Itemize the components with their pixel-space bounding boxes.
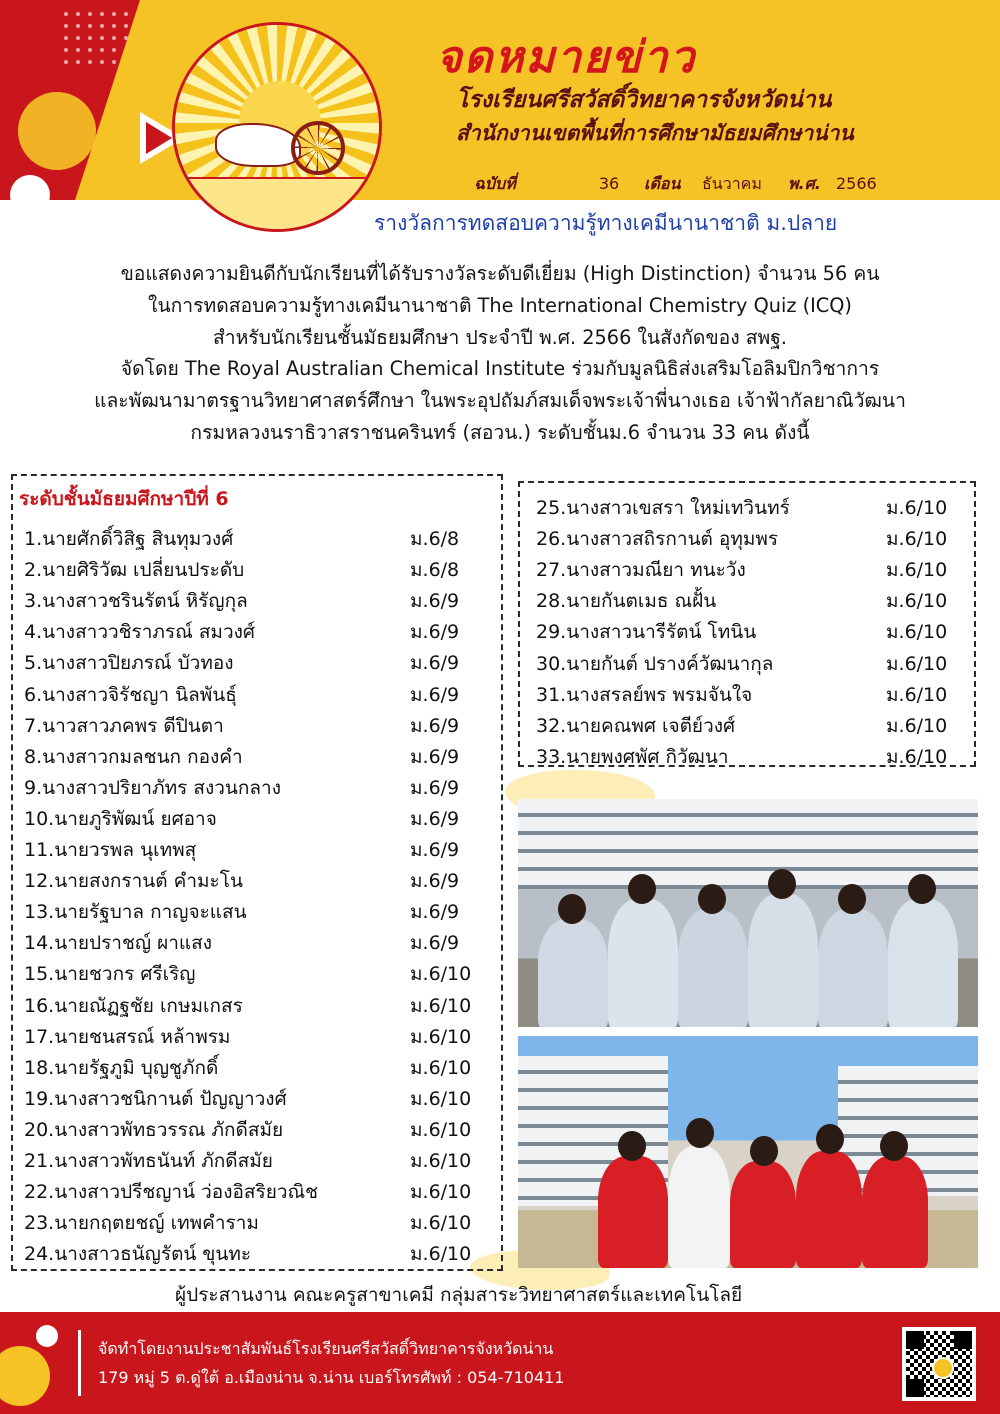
person-head — [768, 869, 796, 899]
student-name: 3.นางสาวชรินรัตน์ หิรัญกุล — [24, 590, 248, 613]
student-name: 20.นางสาวพัทธวรรณ ภักดีสมัย — [24, 1118, 284, 1141]
student-class: ม.6/10 — [410, 1243, 472, 1266]
person-head — [628, 874, 656, 904]
year-value: 2566 — [836, 174, 877, 193]
student-name: 14.นายปราชญ์ ผาแสง — [24, 932, 212, 955]
student-row — [24, 928, 500, 956]
student-row — [24, 1053, 500, 1081]
decorative-circle — [10, 175, 50, 215]
student-name: 25.นางสาวเขสรา ใหม่เทวินทร์ — [536, 497, 790, 519]
student-class: ม.6/10 — [886, 528, 948, 551]
person — [678, 909, 748, 1027]
student-name: 15.นายชวกร ศรีเริญ — [24, 963, 196, 986]
student-row — [536, 711, 976, 739]
student-class: ม.6/9 — [410, 621, 460, 644]
student-class: ม.6/10 — [886, 621, 948, 644]
person — [608, 899, 678, 1027]
student-name: 16.นายณัฏฐชัย เกษมเกสร — [24, 994, 243, 1017]
intro-line: จัดโดย The Royal Australian Chemical Institute ร่วมกับมูลนิธิส่งเสริมโอลิมปิกวิชาการ — [120, 357, 880, 381]
student-name: 9.นางสาวปริยาภัทร สงวนกลาง — [24, 776, 281, 799]
student-name: 8.นางสาวกมลชนก กองคำ — [24, 745, 243, 768]
footer-producer: จัดทำโดยงานประชาสัมพันธ์โรงเรียนศรีสวัสดิ์วิทยาคารจังหวัดน่าน — [98, 1339, 554, 1358]
horse-icon — [215, 123, 301, 167]
student-class: ม.6/8 — [410, 528, 460, 550]
student-name: 27.นางสาวมณียา ทนะวัง — [536, 559, 746, 582]
student-row — [24, 524, 500, 552]
footer-divider — [78, 1330, 81, 1396]
person — [598, 1156, 668, 1268]
person-head — [698, 884, 726, 914]
person-head — [750, 1136, 778, 1166]
student-name: 4.นางสาววชิราภรณ์ สมวงศ์ — [24, 621, 255, 644]
student-class: ม.6/10 — [886, 497, 948, 519]
person-head — [558, 894, 586, 924]
student-row — [24, 866, 500, 894]
person — [862, 1156, 928, 1268]
student-name: 24.นางสาวธนัญรัตน์ ขุนทะ — [24, 1243, 252, 1266]
intro-line: ขอแสดงความยินดีกับนักเรียนที่ได้รับรางวัลระดับดีเยี่ยม (High Distinction) จำนวน 56 คน — [120, 262, 880, 285]
student-class: ม.6/10 — [886, 714, 948, 737]
student-name: 19.นางสาวชนิกานต์ ปัญญาวงศ์ — [24, 1087, 287, 1110]
student-name: 1.นายศักดิ์วิสิฐ สินทุมวงศ์ — [24, 528, 234, 550]
person-head — [618, 1131, 646, 1161]
person-head — [880, 1131, 908, 1161]
issue-number: 36 — [598, 174, 620, 193]
person-head — [816, 1124, 844, 1154]
student-name: 10.นายภูริพัฒน์ ยศอาจ — [24, 807, 217, 830]
student-name: 29.นางสาวนารีรัตน์ โทนิน — [536, 621, 757, 644]
student-name: 23.นายกฤตยชญ์ เทพคำราม — [24, 1212, 259, 1235]
student-row — [536, 680, 976, 708]
footer-address: 179 หมู่ 5 ต.ดู่ใต้ อ.เมืองน่าน จ.น่าน เบอร์โทรศัพท์ : 054-710411 — [98, 1368, 565, 1387]
person — [818, 909, 888, 1027]
student-name: 28.นายกันตเมธ ณฝั้น — [536, 590, 717, 613]
student-row — [24, 680, 500, 708]
student-name: 12.นายสงกรานต์ คำมะโน — [24, 870, 243, 893]
student-row — [536, 555, 976, 583]
student-class: ม.6/9 — [410, 839, 460, 861]
student-class: ม.6/10 — [410, 963, 472, 986]
student-row — [24, 1239, 500, 1267]
student-row — [24, 897, 500, 925]
student-class: ม.6/9 — [410, 745, 460, 768]
intro-line: ในการทดสอบความรู้ทางเคมีนานาชาติ The International Chemistry Quiz (ICQ) — [148, 293, 852, 317]
student-row — [24, 959, 500, 987]
student-row — [536, 524, 976, 552]
intro-line: และพัฒนามาตรฐานวิทยาศาสตร์ศึกษา ในพระอุปถัมภ์สมเด็จพระเจ้าพี่นางเธอ เจ้าฟ้ากัลยาณิวัฒนา — [94, 389, 906, 413]
student-name: 2.นายศิริวัฒ เปลี่ยนประดับ — [24, 559, 245, 582]
student-row — [24, 617, 500, 645]
student-row — [24, 991, 500, 1019]
year-label: พ.ศ. — [788, 174, 821, 193]
student-row — [24, 711, 500, 739]
school-emblem-icon — [172, 22, 382, 232]
person-head — [838, 884, 866, 914]
issue-line — [474, 172, 877, 197]
qr-emblem-icon — [932, 1357, 954, 1379]
student-row — [24, 555, 500, 583]
student-class: ม.6/9 — [410, 932, 460, 955]
person — [538, 919, 608, 1027]
student-class: ม.6/10 — [410, 1087, 472, 1110]
student-class: ม.6/10 — [410, 1181, 472, 1204]
student-row — [536, 742, 976, 770]
person — [748, 894, 818, 1027]
student-name: 7.นาวสาวภคพร ดีปินตา — [24, 714, 224, 737]
student-row — [24, 1115, 500, 1143]
student-class: ม.6/9 — [410, 683, 460, 706]
student-row — [24, 648, 500, 676]
level-heading: ระดับชั้นมัธยมศึกษาปีที่ 6 — [19, 488, 229, 510]
group-photo-school-uniform — [518, 799, 978, 1027]
newsletter-title: จดหมายข่าว — [436, 32, 697, 83]
decorative-circle — [36, 1325, 58, 1347]
student-name: 26.นางสาวสถิรกานต์ อุทุมพร — [536, 528, 779, 551]
student-class: ม.6/9 — [410, 652, 460, 675]
student-row — [24, 773, 500, 801]
intro-line: สำหรับนักเรียนชั้นมัธยมศึกษา ประจำปี พ.ศ. 2566 ในสังกัดของ สพฐ. — [212, 325, 787, 349]
student-row — [536, 586, 976, 614]
article-subject: รางวัลการทดสอบความรู้ทางเคมีนานาชาติ ม.ปลาย — [374, 211, 838, 235]
person — [668, 1146, 730, 1268]
student-row — [536, 649, 976, 677]
month-label: เดือน — [644, 174, 681, 193]
student-row — [24, 1022, 500, 1050]
student-class: ม.6/10 — [410, 1118, 472, 1141]
student-class: ม.6/9 — [410, 590, 460, 613]
student-class: ม.6/8 — [410, 559, 460, 582]
student-row — [24, 586, 500, 614]
student-class: ม.6/10 — [410, 994, 472, 1017]
coordinator-credit: ผู้ประสานงาน คณะครูสาขาเคมี กลุ่มสาระวิทยาศาสตร์และเทคโนโลยี — [175, 1284, 743, 1306]
student-class: ม.6/9 — [410, 776, 460, 799]
student-name: 32.นายคณพศ เจตีย์วงศ์ — [536, 714, 736, 737]
student-name: 6.นางสาวจิรัชญา นิลพันธุ์ — [24, 683, 237, 706]
student-class: ม.6/9 — [410, 870, 460, 893]
student-row — [24, 835, 500, 863]
intro-paragraph — [0, 258, 1000, 449]
student-name: 33.นายพงศพัศ กิวัฒนา — [536, 745, 729, 768]
school-name: โรงเรียนศรีสวัสดิ์วิทยาคารจังหวัดน่าน — [456, 87, 832, 113]
student-row — [536, 493, 976, 521]
student-class: ม.6/10 — [886, 683, 948, 706]
student-row — [24, 1084, 500, 1112]
student-class: ม.6/10 — [410, 1056, 472, 1079]
student-row — [24, 1146, 500, 1174]
school-building — [518, 799, 978, 889]
student-name: 30.นายกันต์ ปรางค์วัฒนากุล — [536, 652, 774, 675]
person — [730, 1161, 796, 1268]
student-class: ม.6/10 — [886, 745, 948, 768]
person — [796, 1151, 862, 1268]
issue-label: ฉบับที่ — [474, 174, 516, 193]
arrow-icon-inner — [146, 122, 172, 154]
month-value: ธันวาคม — [702, 174, 762, 193]
student-class: ม.6/10 — [410, 1025, 472, 1048]
student-name: 13.นายรัฐบาล กาญจะแสน — [24, 901, 247, 924]
student-class: ม.6/10 — [886, 590, 948, 613]
student-class: ม.6/9 — [410, 901, 460, 924]
intro-line: กรมหลวงนราธิวาสราชนครินทร์ (สอวน.) ระดับชั้นม.6 จำนวน 33 คน ดังนี้ — [190, 420, 810, 444]
student-row — [24, 1208, 500, 1236]
student-class: ม.6/10 — [886, 559, 948, 582]
student-name: 11.นายวรพล นุเทพสุ — [24, 839, 197, 861]
student-name: 18.นายรัฐภูมิ บุญชูภักดิ์ — [24, 1056, 219, 1079]
student-class: ม.6/10 — [886, 652, 948, 675]
footer-bar — [0, 1312, 1000, 1414]
student-row — [24, 1177, 500, 1205]
qr-code-icon[interactable] — [902, 1327, 976, 1401]
student-class: ม.6/9 — [410, 807, 460, 830]
student-name: 17.นายชนสรณ์ หล้าพรม — [24, 1025, 231, 1048]
student-row — [536, 617, 976, 645]
student-class: ม.6/9 — [410, 714, 460, 737]
group-photo-red-shirts — [518, 1036, 978, 1268]
student-name: 31.นางสรลย์พร พรมจันใจ — [536, 683, 753, 706]
student-name: 21.นางสาวพัทธนันท์ ภักดีสมัย — [24, 1150, 273, 1172]
decorative-circle — [18, 92, 96, 170]
person-head — [686, 1118, 714, 1148]
person-head — [908, 874, 936, 904]
student-name: 5.นางสาวปิยภรณ์ บัวทอง — [24, 652, 234, 675]
student-row — [24, 742, 500, 770]
student-name: 22.นางสาวปรีชญาน์ ว่องอิสริยวณิช — [24, 1181, 319, 1204]
wheel-icon — [291, 121, 345, 175]
emblem-band — [175, 177, 379, 229]
office-name: สำนักงานเขตพื้นที่การศึกษามัธยมศึกษาน่าน — [456, 121, 854, 145]
student-class: ม.6/10 — [410, 1150, 472, 1172]
student-class: ม.6/10 — [410, 1212, 472, 1235]
person — [888, 899, 958, 1027]
student-row — [24, 804, 500, 832]
